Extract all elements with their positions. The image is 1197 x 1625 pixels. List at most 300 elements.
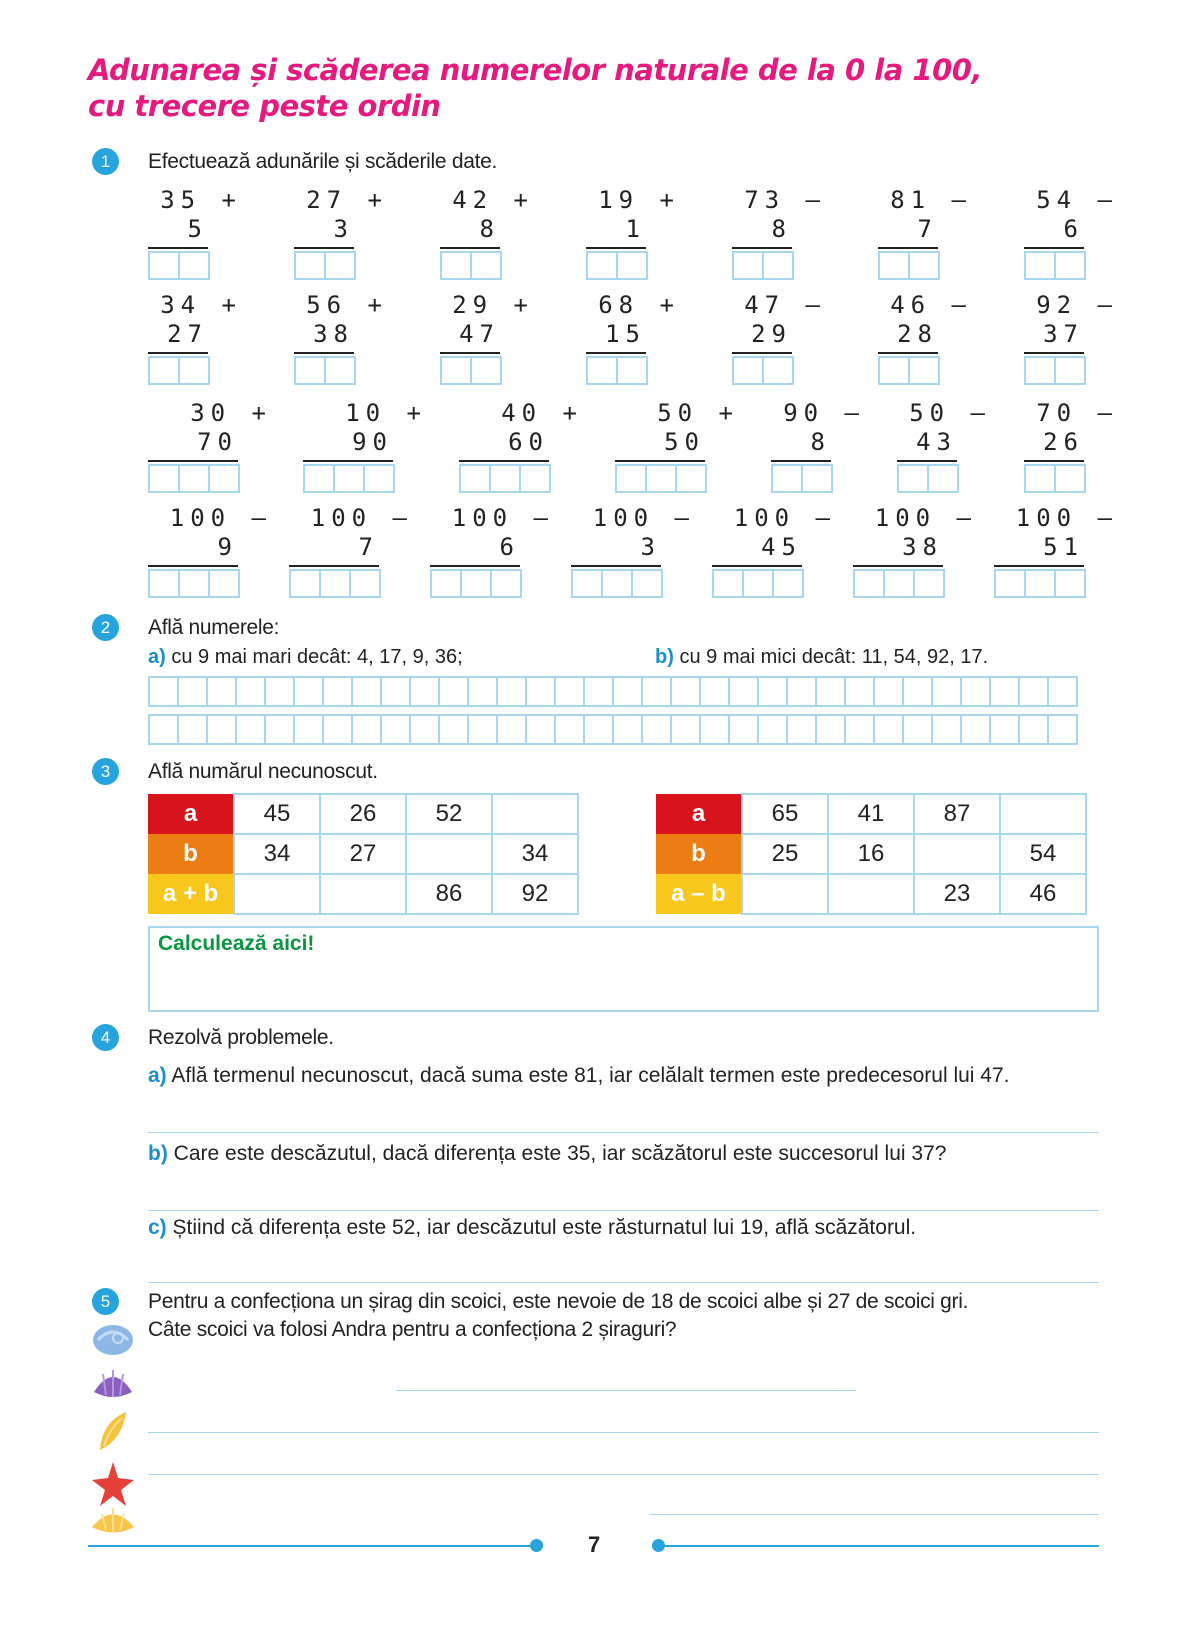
operand-2: 27 bbox=[167, 320, 208, 348]
table-cell: 65 bbox=[742, 794, 828, 834]
operand-1: 29 + bbox=[452, 291, 534, 319]
answer-cells[interactable] bbox=[586, 251, 646, 280]
operand-1: 10 + bbox=[345, 399, 427, 427]
answer-cell[interactable] bbox=[303, 464, 335, 493]
answer-cell[interactable] bbox=[459, 464, 491, 493]
answer-cell[interactable] bbox=[732, 356, 764, 385]
subtask-label: b) bbox=[655, 646, 674, 668]
row-label: a bbox=[656, 794, 742, 834]
answer-cells[interactable] bbox=[148, 464, 238, 493]
starfish-icon bbox=[92, 1462, 134, 1506]
operand-1: 81 – bbox=[890, 186, 972, 214]
problem-label: b) bbox=[148, 1142, 168, 1165]
answer-cells[interactable] bbox=[712, 569, 802, 598]
answer-cell[interactable] bbox=[294, 251, 326, 280]
grid-cell[interactable] bbox=[409, 714, 440, 745]
grid-cell[interactable] bbox=[380, 676, 411, 707]
grid-cell[interactable] bbox=[873, 676, 904, 707]
operand-1: 100 – bbox=[169, 504, 272, 532]
answer-cells[interactable] bbox=[1024, 251, 1084, 280]
answer-grid-row-1[interactable] bbox=[148, 676, 1076, 707]
operand-1: 40 + bbox=[501, 399, 583, 427]
operand-2: 38 bbox=[313, 320, 354, 348]
answer-cell[interactable] bbox=[1054, 569, 1086, 598]
operation bbox=[148, 185, 242, 285]
grid-cell[interactable] bbox=[873, 714, 904, 745]
calculation-label: Calculează aici! bbox=[158, 932, 315, 955]
grid-cell[interactable] bbox=[235, 714, 266, 745]
grid-cell[interactable] bbox=[525, 714, 556, 745]
result-bar bbox=[294, 352, 354, 354]
row-label: a + b bbox=[148, 874, 234, 914]
exercise-instruction: Află numărul necunoscut. bbox=[148, 760, 378, 783]
table-cell: 41 bbox=[828, 794, 914, 834]
grid-cell[interactable] bbox=[235, 676, 266, 707]
operand-2: 15 bbox=[605, 320, 646, 348]
grid-cell[interactable] bbox=[264, 714, 295, 745]
grid-cell[interactable] bbox=[496, 676, 527, 707]
grid-cell[interactable] bbox=[438, 714, 469, 745]
exercise-instruction: Efectuează adunările și scăderile date. bbox=[148, 150, 498, 173]
grid-cell[interactable] bbox=[844, 676, 875, 707]
grid-cell[interactable] bbox=[264, 676, 295, 707]
grid-cell[interactable] bbox=[902, 676, 933, 707]
answer-cells[interactable] bbox=[771, 464, 831, 493]
operand-2: 8 bbox=[810, 428, 831, 456]
problem-text: Care este descăzutul, dacă diferența este 35, iar scăzătorul este succesorul lui 37? bbox=[173, 1142, 947, 1165]
answer-line[interactable] bbox=[650, 1514, 1099, 1515]
table-cell: 87 bbox=[914, 794, 1000, 834]
exercise-instruction: Află numerele: bbox=[148, 616, 280, 639]
grid-cell[interactable] bbox=[380, 714, 411, 745]
answer-grid-row-2[interactable] bbox=[148, 714, 1076, 745]
answer-cells[interactable] bbox=[1024, 356, 1084, 385]
answer-cell[interactable] bbox=[645, 464, 677, 493]
problem-b bbox=[148, 1142, 946, 1166]
answer-cell[interactable] bbox=[178, 569, 210, 598]
answer-cell[interactable] bbox=[1024, 464, 1056, 493]
problem-line-2: Câte scoici va folosi Andra pentru a confecționa 2 șiraguri? bbox=[148, 1318, 677, 1341]
answer-cell[interactable] bbox=[349, 569, 381, 598]
table-cell: 16 bbox=[828, 834, 914, 874]
operand-2: 6 bbox=[1063, 215, 1084, 243]
grid-cell[interactable] bbox=[409, 676, 440, 707]
result-bar bbox=[853, 565, 943, 567]
operand-1: 100 – bbox=[874, 504, 977, 532]
operation bbox=[459, 398, 583, 498]
grid-cell[interactable] bbox=[1018, 714, 1049, 745]
answer-cell[interactable] bbox=[994, 569, 1026, 598]
operation bbox=[430, 503, 554, 603]
operand-1: 100 – bbox=[451, 504, 554, 532]
answer-cells[interactable] bbox=[1024, 464, 1084, 493]
answer-cell[interactable] bbox=[571, 569, 603, 598]
operation bbox=[571, 503, 695, 603]
table-cell[interactable] bbox=[828, 874, 914, 914]
operand-2: 38 bbox=[902, 533, 943, 561]
answer-cell[interactable] bbox=[363, 464, 395, 493]
answer-cell[interactable] bbox=[178, 464, 210, 493]
table-cell: 34 bbox=[492, 834, 578, 874]
grid-cell[interactable] bbox=[177, 676, 208, 707]
result-bar bbox=[897, 460, 957, 462]
answer-cell[interactable] bbox=[319, 569, 351, 598]
answer-cell[interactable] bbox=[148, 251, 180, 280]
grid-cell[interactable] bbox=[844, 714, 875, 745]
operand-2: 7 bbox=[358, 533, 379, 561]
answer-cell[interactable] bbox=[897, 464, 929, 493]
table-cell[interactable] bbox=[1000, 794, 1086, 834]
operand-2: 70 bbox=[197, 428, 238, 456]
answer-cell[interactable] bbox=[883, 569, 915, 598]
footer-line-right bbox=[660, 1545, 1099, 1547]
operation bbox=[853, 503, 977, 603]
operation bbox=[615, 398, 739, 498]
answer-cell[interactable] bbox=[294, 356, 326, 385]
operation bbox=[586, 290, 680, 390]
row-label: b bbox=[148, 834, 234, 874]
grid-cell[interactable] bbox=[612, 676, 643, 707]
shell-blue-icon bbox=[93, 1325, 133, 1355]
operand-1: 100 – bbox=[592, 504, 695, 532]
operand-1: 50 + bbox=[657, 399, 739, 427]
grid-cell[interactable] bbox=[554, 676, 585, 707]
operation bbox=[294, 185, 388, 285]
grid-cell[interactable] bbox=[322, 676, 353, 707]
subtask-label: a) bbox=[148, 646, 166, 668]
answer-cells[interactable] bbox=[571, 569, 661, 598]
answer-cell[interactable] bbox=[771, 464, 803, 493]
answer-cells[interactable] bbox=[440, 251, 500, 280]
table-cell: 46 bbox=[1000, 874, 1086, 914]
operand-2: 51 bbox=[1043, 533, 1084, 561]
answer-cell[interactable] bbox=[1054, 356, 1086, 385]
answer-cell[interactable] bbox=[519, 464, 551, 493]
grid-cell[interactable] bbox=[960, 714, 991, 745]
answer-cell[interactable] bbox=[631, 569, 663, 598]
shell-gold-icon bbox=[92, 1508, 134, 1533]
shell-yellow-icon bbox=[100, 1412, 126, 1450]
answer-cell[interactable] bbox=[148, 464, 180, 493]
answer-cell[interactable] bbox=[440, 251, 472, 280]
operation bbox=[148, 290, 242, 390]
answer-cell[interactable] bbox=[1054, 464, 1086, 493]
operand-2: 8 bbox=[771, 215, 792, 243]
answer-cells[interactable] bbox=[430, 569, 520, 598]
grid-cell[interactable] bbox=[728, 676, 759, 707]
operation bbox=[148, 503, 272, 603]
answer-cells[interactable] bbox=[148, 356, 208, 385]
operation bbox=[878, 185, 972, 285]
unknown-number-table-sum bbox=[148, 793, 579, 915]
answer-line[interactable] bbox=[148, 1132, 1099, 1133]
answer-cells[interactable] bbox=[878, 251, 938, 280]
result-bar bbox=[878, 247, 938, 249]
operand-2: 29 bbox=[751, 320, 792, 348]
operand-1: 73 – bbox=[744, 186, 826, 214]
answer-cell[interactable] bbox=[1054, 251, 1086, 280]
answer-cell[interactable] bbox=[489, 464, 521, 493]
table-cell[interactable] bbox=[914, 834, 1000, 874]
grid-cell[interactable] bbox=[699, 714, 730, 745]
grid-cell[interactable] bbox=[206, 714, 237, 745]
answer-cell[interactable] bbox=[178, 251, 210, 280]
operand-1: 47 – bbox=[744, 291, 826, 319]
grid-cell[interactable] bbox=[351, 714, 382, 745]
table-cell: 86 bbox=[406, 874, 492, 914]
answer-cells[interactable] bbox=[148, 251, 208, 280]
operation bbox=[440, 290, 534, 390]
answer-cells[interactable] bbox=[878, 356, 938, 385]
operand-2: 50 bbox=[664, 428, 705, 456]
operand-2: 47 bbox=[459, 320, 500, 348]
answer-cell[interactable] bbox=[1024, 569, 1056, 598]
answer-line[interactable] bbox=[148, 1282, 1099, 1283]
grid-cell[interactable] bbox=[467, 676, 498, 707]
operand-2: 1 bbox=[625, 215, 646, 243]
grid-cell[interactable] bbox=[467, 714, 498, 745]
answer-line[interactable] bbox=[396, 1390, 856, 1391]
grid-cell[interactable] bbox=[989, 676, 1020, 707]
table-cell[interactable] bbox=[492, 794, 578, 834]
operand-1: 34 + bbox=[160, 291, 242, 319]
grid-cell[interactable] bbox=[902, 714, 933, 745]
grid-cell[interactable] bbox=[786, 714, 817, 745]
operation bbox=[289, 503, 413, 603]
answer-cell[interactable] bbox=[289, 569, 321, 598]
grid-cell[interactable] bbox=[1047, 676, 1078, 707]
operand-1: 56 + bbox=[306, 291, 388, 319]
subtask-a bbox=[148, 646, 463, 669]
answer-cell[interactable] bbox=[601, 569, 633, 598]
grid-cell[interactable] bbox=[728, 714, 759, 745]
grid-cell[interactable] bbox=[1047, 714, 1078, 745]
operand-1: 35 + bbox=[160, 186, 242, 214]
answer-cells[interactable] bbox=[459, 464, 549, 493]
answer-cell[interactable] bbox=[878, 356, 910, 385]
operation bbox=[1024, 398, 1118, 498]
operation bbox=[771, 398, 865, 498]
table-cell[interactable] bbox=[742, 874, 828, 914]
grid-cell[interactable] bbox=[583, 714, 614, 745]
operand-2: 43 bbox=[916, 428, 957, 456]
grid-cell[interactable] bbox=[293, 714, 324, 745]
answer-cells[interactable] bbox=[586, 356, 646, 385]
result-bar bbox=[148, 247, 208, 249]
grid-cell[interactable] bbox=[670, 676, 701, 707]
answer-cell[interactable] bbox=[927, 464, 959, 493]
operation bbox=[440, 185, 534, 285]
grid-cell[interactable] bbox=[989, 714, 1020, 745]
operand-2: 9 bbox=[217, 533, 238, 561]
answer-cell[interactable] bbox=[1024, 356, 1056, 385]
grid-cell[interactable] bbox=[641, 676, 672, 707]
table-cell: 54 bbox=[1000, 834, 1086, 874]
result-bar bbox=[1024, 460, 1084, 462]
answer-cell[interactable] bbox=[208, 569, 240, 598]
answer-cell[interactable] bbox=[208, 464, 240, 493]
grid-cell[interactable] bbox=[351, 676, 382, 707]
operand-1: 70 – bbox=[1036, 399, 1118, 427]
grid-cell[interactable] bbox=[815, 676, 846, 707]
answer-cell[interactable] bbox=[913, 569, 945, 598]
grid-cell[interactable] bbox=[612, 714, 643, 745]
answer-cell[interactable] bbox=[148, 356, 180, 385]
answer-cells[interactable] bbox=[615, 464, 705, 493]
operand-1: 27 + bbox=[306, 186, 388, 214]
grid-cell[interactable] bbox=[786, 676, 817, 707]
result-bar bbox=[586, 247, 646, 249]
table-cell: 26 bbox=[320, 794, 406, 834]
grid-cell[interactable] bbox=[960, 676, 991, 707]
exercise-instruction: Rezolvă problemele. bbox=[148, 1026, 334, 1049]
operand-2: 8 bbox=[479, 215, 500, 243]
grid-cell[interactable] bbox=[322, 714, 353, 745]
grid-cell[interactable] bbox=[699, 676, 730, 707]
problem-text: Știind că diferența este 52, iar descăzutul este răsturnatul lui 19, află scăzătorul. bbox=[172, 1216, 917, 1239]
operation bbox=[732, 185, 826, 285]
operation bbox=[148, 398, 272, 498]
grid-cell[interactable] bbox=[293, 676, 324, 707]
grid-cell[interactable] bbox=[148, 676, 179, 707]
operand-2: 28 bbox=[897, 320, 938, 348]
answer-cell[interactable] bbox=[853, 569, 885, 598]
operand-2: 60 bbox=[508, 428, 549, 456]
answer-cells[interactable] bbox=[303, 464, 393, 493]
grid-cell[interactable] bbox=[641, 714, 672, 745]
answer-cell[interactable] bbox=[470, 251, 502, 280]
table-row bbox=[656, 794, 1086, 834]
grid-cell[interactable] bbox=[148, 714, 179, 745]
operand-1: 54 – bbox=[1036, 186, 1118, 214]
answer-cell[interactable] bbox=[908, 251, 940, 280]
grid-cell[interactable] bbox=[496, 714, 527, 745]
table-cell[interactable] bbox=[406, 834, 492, 874]
grid-cell[interactable] bbox=[931, 676, 962, 707]
table-cell[interactable] bbox=[234, 874, 320, 914]
answer-cell[interactable] bbox=[615, 464, 647, 493]
grid-cell[interactable] bbox=[583, 676, 614, 707]
answer-cell[interactable] bbox=[460, 569, 492, 598]
grid-cell[interactable] bbox=[206, 676, 237, 707]
answer-cell[interactable] bbox=[675, 464, 707, 493]
answer-cell[interactable] bbox=[470, 356, 502, 385]
footer-dot-left bbox=[530, 1539, 543, 1552]
grid-cell[interactable] bbox=[815, 714, 846, 745]
table-cell[interactable] bbox=[320, 874, 406, 914]
answer-cells[interactable] bbox=[148, 569, 238, 598]
row-label: b bbox=[656, 834, 742, 874]
answer-cell[interactable] bbox=[762, 356, 794, 385]
answer-cells[interactable] bbox=[289, 569, 379, 598]
answer-cell[interactable] bbox=[801, 464, 833, 493]
operation bbox=[1024, 290, 1118, 390]
grid-cell[interactable] bbox=[757, 676, 788, 707]
answer-cell[interactable] bbox=[616, 251, 648, 280]
exercise-number-badge: 3 bbox=[92, 758, 119, 785]
subtask-text: cu 9 mai mari decât: 4, 17, 9, 36; bbox=[171, 646, 463, 668]
answer-cell[interactable] bbox=[712, 569, 744, 598]
grid-cell[interactable] bbox=[438, 676, 469, 707]
page-number: 7 bbox=[588, 1532, 601, 1557]
answer-cell[interactable] bbox=[440, 356, 472, 385]
answer-cell[interactable] bbox=[762, 251, 794, 280]
operand-1: 92 – bbox=[1036, 291, 1118, 319]
grid-cell[interactable] bbox=[931, 714, 962, 745]
answer-cell[interactable] bbox=[324, 356, 356, 385]
shells-decoration bbox=[88, 1322, 138, 1542]
operand-1: 100 – bbox=[733, 504, 836, 532]
operand-1: 19 + bbox=[598, 186, 680, 214]
answer-line[interactable] bbox=[148, 1432, 1099, 1433]
operand-2: 45 bbox=[761, 533, 802, 561]
answer-cells[interactable] bbox=[897, 464, 957, 493]
result-bar bbox=[586, 352, 646, 354]
answer-cell[interactable] bbox=[333, 464, 365, 493]
operation bbox=[294, 290, 388, 390]
operand-2: 3 bbox=[640, 533, 661, 561]
calculation-box[interactable] bbox=[148, 926, 1099, 1012]
grid-cell[interactable] bbox=[757, 714, 788, 745]
answer-cells[interactable] bbox=[732, 356, 792, 385]
answer-cell[interactable] bbox=[616, 356, 648, 385]
operand-1: 68 + bbox=[598, 291, 680, 319]
answer-cells[interactable] bbox=[294, 356, 354, 385]
answer-cell[interactable] bbox=[430, 569, 462, 598]
exercise-number-badge: 4 bbox=[92, 1024, 119, 1051]
answer-cells[interactable] bbox=[732, 251, 792, 280]
subtask-b bbox=[655, 646, 988, 669]
operand-1: 46 – bbox=[890, 291, 972, 319]
answer-cells[interactable] bbox=[853, 569, 943, 598]
answer-cells[interactable] bbox=[294, 251, 354, 280]
result-bar bbox=[459, 460, 549, 462]
answer-cell[interactable] bbox=[586, 356, 618, 385]
answer-line[interactable] bbox=[148, 1210, 1099, 1211]
table-cell: 45 bbox=[234, 794, 320, 834]
table-row bbox=[148, 874, 578, 914]
grid-cell[interactable] bbox=[554, 714, 585, 745]
answer-cell[interactable] bbox=[742, 569, 774, 598]
grid-cell[interactable] bbox=[525, 676, 556, 707]
table-cell: 23 bbox=[914, 874, 1000, 914]
problem-label: c) bbox=[148, 1216, 167, 1239]
answer-cell[interactable] bbox=[878, 251, 910, 280]
answer-cell[interactable] bbox=[490, 569, 522, 598]
answer-cell[interactable] bbox=[324, 251, 356, 280]
answer-cell[interactable] bbox=[586, 251, 618, 280]
answer-line[interactable] bbox=[148, 1474, 1099, 1475]
title-line-2: cu trecere peste ordin bbox=[88, 89, 441, 123]
answer-cell[interactable] bbox=[1024, 251, 1056, 280]
operation bbox=[878, 290, 972, 390]
exercise-number-badge: 1 bbox=[92, 148, 119, 175]
grid-cell[interactable] bbox=[670, 714, 701, 745]
answer-cell[interactable] bbox=[908, 356, 940, 385]
grid-cell[interactable] bbox=[177, 714, 208, 745]
operation bbox=[732, 290, 826, 390]
answer-cell[interactable] bbox=[148, 569, 180, 598]
answer-cell[interactable] bbox=[732, 251, 764, 280]
answer-cells[interactable] bbox=[440, 356, 500, 385]
answer-cells[interactable] bbox=[994, 569, 1084, 598]
answer-cell[interactable] bbox=[178, 356, 210, 385]
grid-cell[interactable] bbox=[1018, 676, 1049, 707]
answer-cell[interactable] bbox=[772, 569, 804, 598]
result-bar bbox=[148, 460, 238, 462]
operand-2: 5 bbox=[187, 215, 208, 243]
result-bar bbox=[430, 565, 520, 567]
